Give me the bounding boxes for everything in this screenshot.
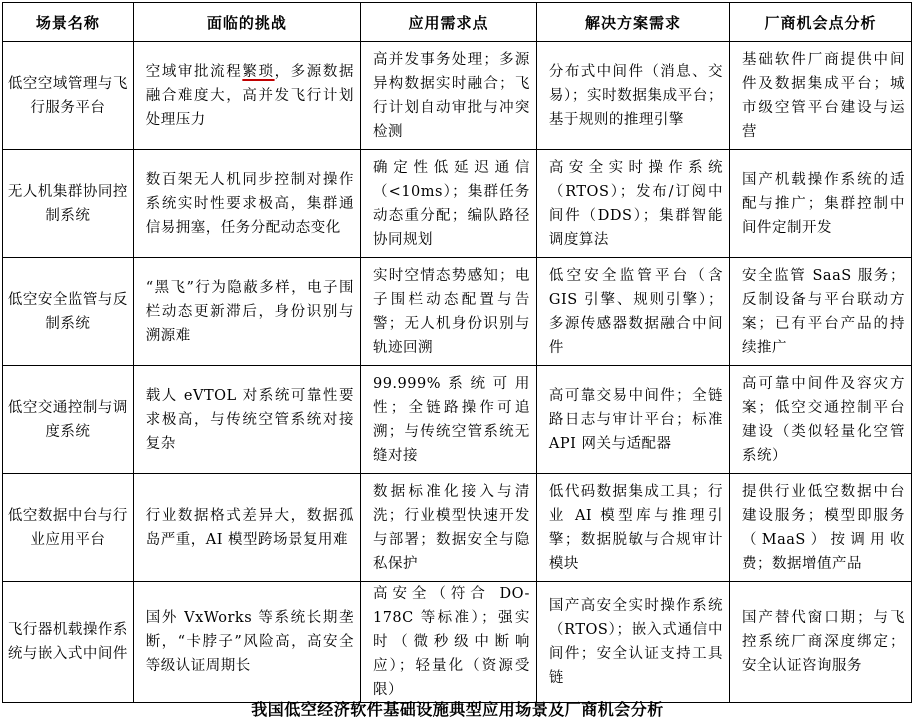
table-caption: 我国低空经济软件基础设施典型应用场景及厂商机会分析 [251,700,664,719]
challenge-cell: 行业数据格式差异大，数据孤岛严重，AI 模型跨场景复用难 [133,474,360,582]
scene-cell: 飞行器机载操作系统与嵌入式中间件 [3,582,134,703]
needs-cell: 99.999%系统可用性；全链路操作可追溯；与传统空管系统无缝对接 [360,366,536,474]
needs-cell: 高并发事务处理；多源异构数据实时融合；飞行计划自动审批与冲突检测 [360,42,536,150]
header-opportunity: 厂商机会点分析 [729,3,911,42]
challenge-cell: 国外 VxWorks 等系统长期垄断，“卡脖子”风险高，高安全等级认证周期长 [133,582,360,703]
solution-cell: 低空安全监管平台（含 GIS 引擎、规则引擎）；多源传感器数据融合中间件 [536,258,729,366]
solution-cell: 国产高安全实时操作系统（RTOS）；嵌入式通信中间件；安全认证支持工具链 [536,582,729,703]
challenge-cell: 载人 eVTOL 对系统可靠性要求极高，与传统空管系统对接复杂 [133,366,360,474]
opportunity-cell: 国产机载操作系统的适配与推广；集群控制中间件定制开发 [729,150,911,258]
table-row [3,582,912,703]
opportunity-cell: 提供行业低空数据中台建设服务；模型即服务（MaaS）按调用收费；数据增值产品 [729,474,911,582]
header-challenge: 面临的挑战 [133,3,360,42]
challenge-cell: 数百架无人机同步控制对操作系统实时性要求极高，集群通信易拥塞，任务分配动态变化 [133,150,360,258]
opportunity-cell: 国产替代窗口期；与飞控系统厂商深度绑定；安全认证咨询服务 [729,582,911,703]
opportunity-cell: 高可靠中间件及容灾方案；低空交通控制平台建设（类似轻量化空管系统） [729,366,911,474]
challenge-cell [133,42,360,150]
analysis-table [2,2,912,703]
underlined-mark: 繁琐 [242,63,275,80]
table-row [3,366,912,474]
challenge-text: ，多源数据融合难度大，高并发飞行计划处理压力 [145,63,354,128]
table-row [3,258,912,366]
header-scene: 场景名称 [3,3,134,42]
challenge-text: 空域审批流程 [145,63,243,80]
header-solution: 解决方案需求 [536,3,729,42]
table-row [3,474,912,582]
scene-cell: 低空空域管理与飞行服务平台 [3,42,134,150]
scene-cell: 低空交通控制与调度系统 [3,366,134,474]
table-header-row [3,3,912,42]
scene-cell: 低空数据中台与行业应用平台 [3,474,134,582]
solution-cell: 低代码数据集成工具；行业 AI 模型库与推理引擎；数据脱敏与合规审计模块 [536,474,729,582]
solution-cell: 高安全实时操作系统（RTOS）；发布/订阅中间件（DDS）；集群智能调度算法 [536,150,729,258]
solution-cell: 高可靠交易中间件；全链路日志与审计平台；标准 API 网关与适配器 [536,366,729,474]
table-row [3,150,912,258]
header-needs: 应用需求点 [360,3,536,42]
solution-cell: 分布式中间件（消息、交易）；实时数据集成平台；基于规则的推理引擎 [536,42,729,150]
scene-cell: 无人机集群协同控制系统 [3,150,134,258]
needs-cell: 确定性低延迟通信（<10ms）；集群任务动态重分配；编队路径协同规划 [360,150,536,258]
needs-cell: 实时空情态势感知；电子围栏动态配置与告警；无人机身份识别与轨迹回溯 [360,258,536,366]
needs-cell: 高安全（符合 DO-178C 等标准）；强实时（微秒级中断响应）；轻量化（资源受限） [360,582,536,703]
needs-cell: 数据标准化接入与清洗；行业模型快速开发与部署；数据安全与隐私保护 [360,474,536,582]
challenge-cell: “黑飞”行为隐蔽多样，电子围栏动态更新滞后，身份识别与溯源难 [133,258,360,366]
table-row [3,42,912,150]
opportunity-cell: 基础软件厂商提供中间件及数据集成平台；城市级空管平台建设与运营 [729,42,911,150]
opportunity-cell: 安全监管 SaaS 服务；反制设备与平台联动方案；已有平台产品的持续推广 [729,258,911,366]
scene-cell: 低空安全监管与反制系统 [3,258,134,366]
